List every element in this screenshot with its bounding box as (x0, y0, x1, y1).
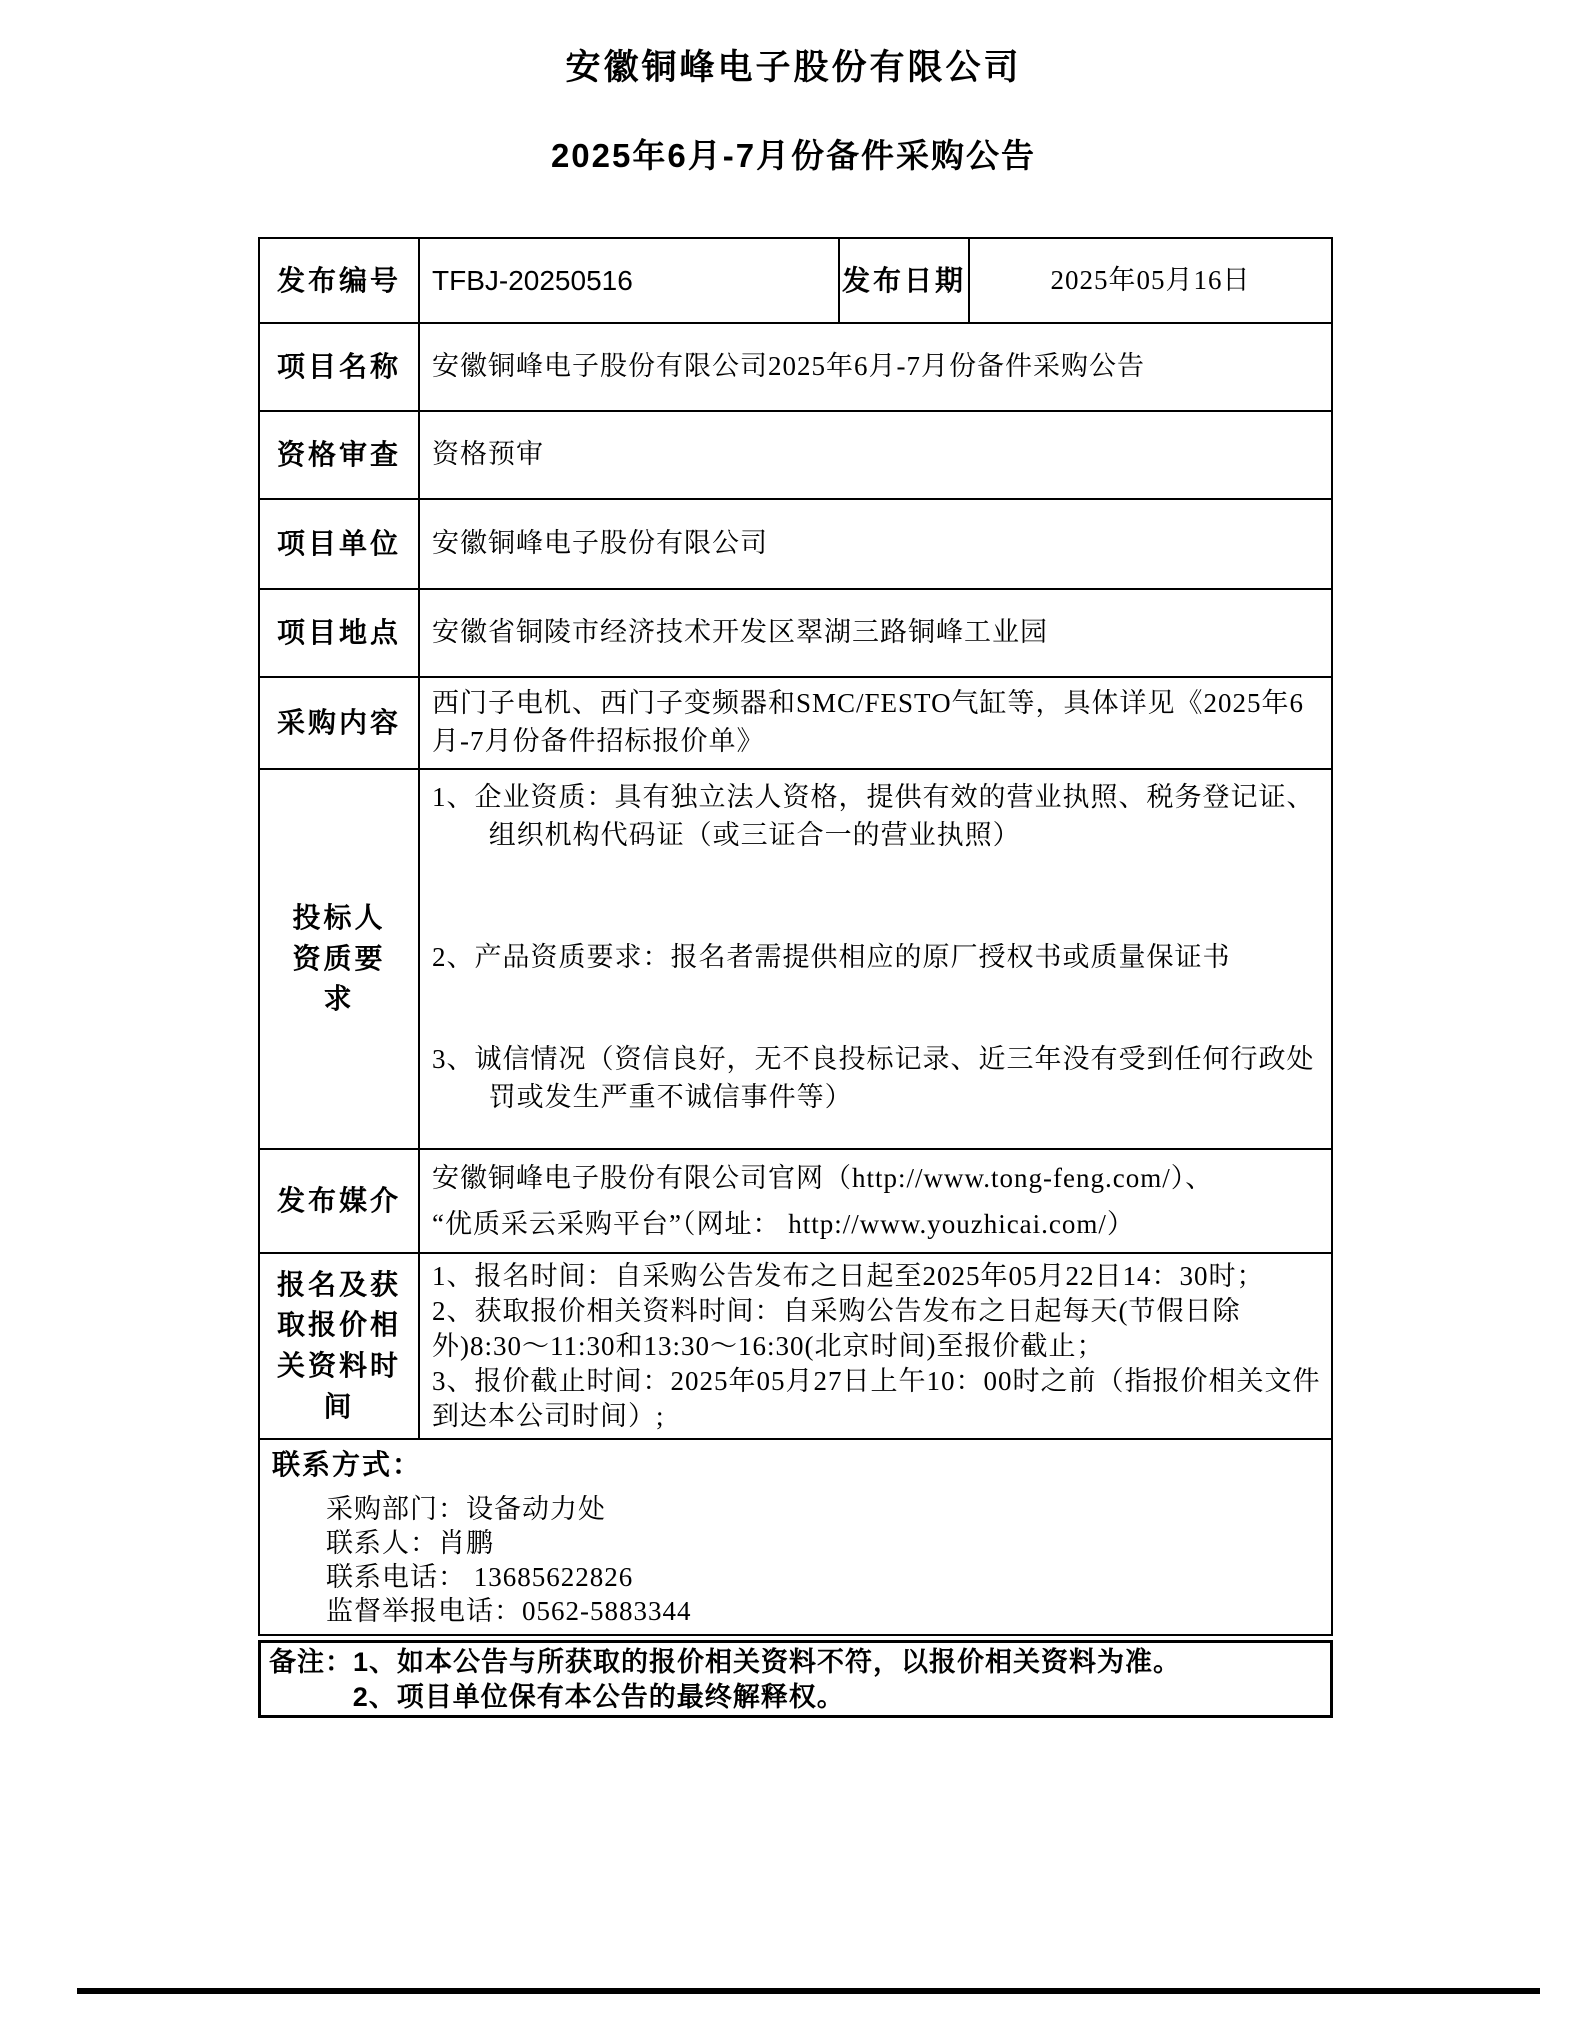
value-procurement-content: 西门子电机、西门子变频器和SMC/FESTO气缸等，具体详见《2025年6月-7月份备件招标报价单》 (432, 688, 1305, 756)
row-qualification-review (260, 412, 1331, 500)
footer-rule (77, 1988, 1540, 1994)
value-publish-number: TFBJ-20250516 (432, 264, 633, 296)
label-registration-schedule (260, 1254, 420, 1438)
value-project-location: 安徽省铜陵市经济技术开发区翠湖三路铜峰工业园 (432, 617, 1048, 648)
company-title: 安徽铜峰电子股份有限公司 (565, 48, 1022, 87)
value-registration-schedule (420, 1254, 1331, 1438)
label-bidder-qualifications (260, 770, 420, 1148)
qualification-item-3: 3、诚信情况（资信良好，无不良投标记录、近三年没有受到任何行政处罚或发生严重不诚信事件等） (432, 1044, 1315, 1112)
row-project-name (260, 324, 1331, 412)
label-project-unit: 项目单位 (260, 500, 420, 588)
bidder-qualifications-label-text: 投标人资质要求 (292, 902, 386, 1015)
contact-person: 联系人：肖鹏 (326, 1528, 494, 1558)
label-project-name: 项目名称 (260, 324, 420, 410)
value-bidder-qualifications (420, 770, 1331, 1148)
label-publish-date: 发布日期 (838, 239, 970, 322)
label-publish-media: 发布媒介 (260, 1150, 420, 1252)
contact-department: 采购部门：设备动力处 (326, 1494, 606, 1524)
remark-box (258, 1640, 1333, 1718)
row-publish-info (260, 239, 1331, 324)
contact-report-phone: 监督举报电话：0562-5883344 (326, 1596, 692, 1626)
label-qualification-review: 资格审查 (260, 412, 420, 498)
row-contact (260, 1440, 1331, 1634)
row-bidder-qualifications (260, 770, 1331, 1150)
value-qualification-review: 资格预审 (432, 439, 544, 470)
label-publish-number: 发布编号 (260, 239, 420, 322)
row-project-unit (260, 500, 1331, 590)
row-publish-media (260, 1150, 1331, 1254)
announcement-table (258, 237, 1333, 1636)
contact-section (260, 1440, 1331, 1634)
schedule-item-3: 3、报价截止时间：2025年05月27日上午10：00时之前（指报价相关文件到达本公司时间）; (432, 1366, 1321, 1431)
schedule-item-2: 2、获取报价相关资料时间：自采购公告发布之日起每天(节假日除外)8:30～11:30和13:30～16:30(北京时间)至报价截止； (432, 1296, 1241, 1361)
value-project-name: 安徽铜峰电子股份有限公司2025年6月-7月份备件采购公告 (432, 351, 1145, 382)
row-registration-schedule (260, 1254, 1331, 1440)
value-publish-media (420, 1150, 1331, 1252)
registration-schedule-label-text: 报名及获取报价相关资料时间 (276, 1268, 401, 1422)
schedule-item-1: 1、报名时间：自采购公告发布之日起至2025年05月22日14：30时； (432, 1261, 1265, 1291)
contact-phone: 联系电话： 13685622826 (326, 1562, 634, 1592)
contact-header: 联系方式： (272, 1449, 423, 1480)
row-procurement-content (260, 678, 1331, 770)
value-publish-date: 2025年05月16日 (1050, 264, 1251, 295)
publish-media-line-1: 安徽铜峰电子股份有限公司官网（http://www.tong-feng.com/）、 (432, 1163, 1214, 1193)
label-procurement-content: 采购内容 (260, 678, 420, 768)
publish-media-line-2: “优质采云采购平台”（网址： http://www.youzhicai.com/） (432, 1209, 1135, 1239)
remark-line-1: 备注：1、如本公告与所获取的报价相关资料不符，以报价相关资料为准。 (269, 1647, 1182, 1677)
value-project-unit: 安徽铜峰电子股份有限公司 (432, 528, 768, 559)
announcement-title: 2025年6月-7月份备件采购公告 (550, 137, 1037, 174)
qualification-item-1: 1、企业资质：具有独立法人资格，提供有效的营业执照、税务登记证、组织机构代码证（或三证合一的营业执照） (432, 782, 1315, 850)
qualification-item-2: 2、产品资质要求：报名者需提供相应的原厂授权书或质量保证书 (432, 942, 1231, 972)
row-project-location (260, 590, 1331, 678)
label-project-location: 项目地点 (260, 590, 420, 676)
remark-line-2: 2、项目单位保有本公告的最终解释权。 (352, 1682, 845, 1712)
